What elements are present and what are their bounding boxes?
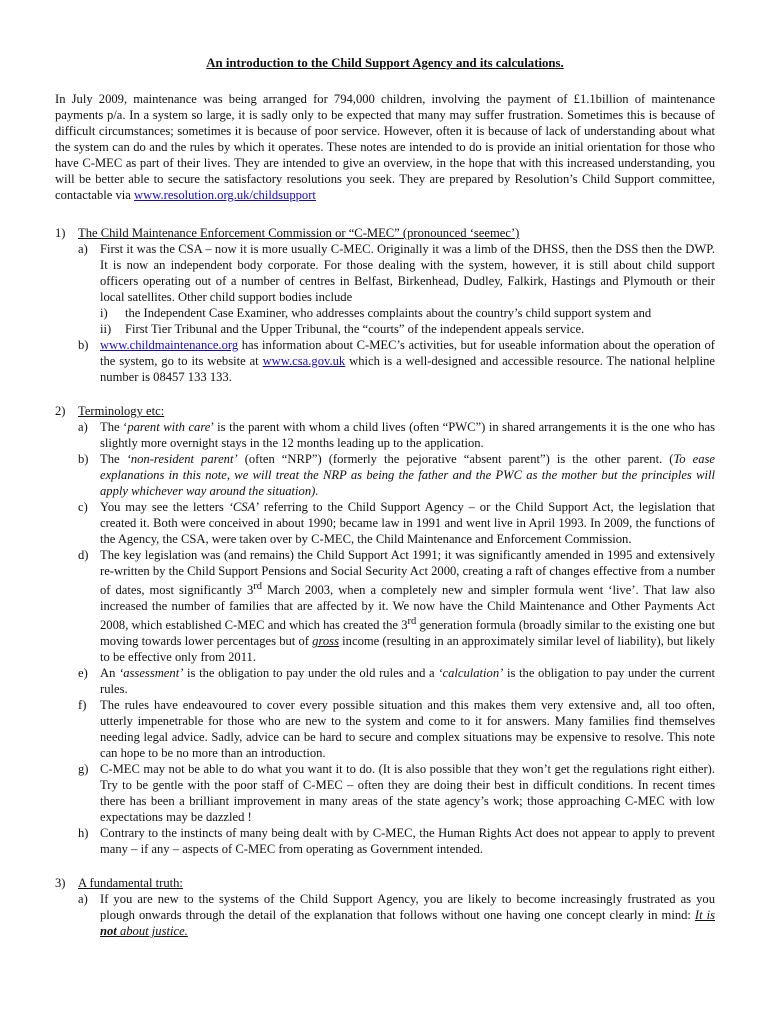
item-label: g): [78, 762, 89, 777]
ordinal-suffix: rd: [407, 616, 417, 628]
item-text: You may see the letters: [100, 500, 229, 514]
item-text: The: [100, 452, 127, 466]
item-emphasis: ‘assessment’: [119, 666, 184, 681]
item-label: b): [78, 338, 89, 352]
item-label: e): [78, 666, 88, 681]
item-emphasis: ‘non-resident parent’: [126, 452, 238, 466]
item-label: a): [78, 892, 88, 907]
sub-item-text: the Independent Case Examiner, who addresses complaints about the country’s child support system and: [125, 306, 652, 320]
section-2: [55, 403, 715, 857]
list-item: [78, 697, 715, 761]
sub-item-label: ii): [100, 322, 112, 336]
item-text: income (resulting in an approximately similar level of liability), but likely to be effective only from 2011.: [100, 634, 716, 665]
item-label: a): [78, 242, 88, 256]
item-text: referring to the Child Support Agency – or the Child Support Act, the legislation that created it. Both were conceived in about 1990; became law in 1991 and went live in April 1993. In 2009, the functions of the Agency, the CSA, were taken over by C-MEC, the Child Maintenance and Enforcement Commission.: [100, 500, 715, 546]
item-label: b): [78, 452, 89, 466]
intro-paragraph: [55, 91, 715, 203]
document-title: An introduction to the Child Support Agency and its calculations.: [206, 56, 564, 70]
item-body: C-MEC may not be able to do what you want it to do. (It is also possible that they won’t get the regulations right either). Try to be gentle with the poor staff of C-MEC – often they are doing their best in difficult conditions. In recent times there has been a brilliant improvement in many areas of the state agency’s work; those approaching C-MEC with low expectations may be dazzled !: [100, 762, 715, 825]
list-item: [78, 419, 715, 451]
sub-item: [100, 305, 715, 321]
item-body: [100, 891, 715, 939]
sub-item-text: First Tier Tribunal and the Upper Tribunal, the “courts” of the independent appeals service.: [125, 322, 585, 336]
item-label: a): [78, 420, 88, 434]
item-text: ’ is the parent with whom a child lives (often “PWC”) in shared arrangements it is the one who has slightly more overnight stays in the 12 months leading up to the application.: [100, 420, 716, 450]
list-item: [78, 547, 715, 665]
item-text: The ‘: [100, 420, 128, 434]
section-1: [55, 225, 715, 385]
childmaintenance-link[interactable]: www.childmaintenance.org: [100, 338, 239, 352]
item-body: [100, 419, 715, 451]
list-item: [78, 665, 715, 697]
csa-link[interactable]: www.csa.gov.uk: [262, 354, 346, 368]
item-label: f): [78, 698, 87, 713]
section-3-heading: [55, 875, 715, 891]
item-label: h): [78, 826, 89, 841]
item-body: [100, 499, 715, 547]
item-body: [100, 337, 715, 385]
list-item: [78, 451, 715, 499]
ordinal-suffix: rd: [253, 581, 262, 592]
item-text: First it was the CSA – now it is more usually C-MEC. Originally it was a limb of the DHSS, then the DSS then the DWP. It is now an independent body corporate. For those dealing with the system, however, it is still about child support officers operating out of a number of centres in Belfast, Birkenhead, Dudley, Falkirk, Hastings and Plymouth or their local satellites. Other child support bodies include: [100, 242, 715, 304]
item-text: (often “NRP”) (formerly the pejorative “absent parent”) is the other parent. (: [237, 452, 674, 466]
sub-item-label: i): [100, 306, 108, 320]
item-emphasis: gross: [312, 634, 339, 649]
item-text: An: [100, 666, 120, 681]
item-text: is the obligation to pay under the old rules and a: [183, 666, 439, 681]
list-item: [78, 825, 715, 857]
section-3: [55, 875, 715, 939]
section-number: 1): [55, 226, 66, 240]
item-emphasis: about justice.: [116, 924, 188, 939]
item-emphasis: To ease explanations in this note, we will treat the NRP as being the father and the PWC as the mother but the principles will apply whichever way around the situation).: [100, 452, 716, 498]
item-body: [100, 547, 715, 665]
item-body: The rules have endeavoured to cover every possible situation and this makes them very extensive and, all too often, utterly impenetrable for those who are new to the system and come to it for answers. Many families find themselves needing legal advice. Sadly, advice can be hard to secure and complex situations may be expensive to resolve. This note can hope to be no more than an introduction.: [100, 698, 715, 761]
item-text: The key legislation was (and remains) the Child Support Act 1991; it was significantly amended in 1995 and extensively re-written by the Child Support Pensions and Social Security Act 2000, creating a raft of changes effective from a number of dates, most significantly 3: [100, 548, 715, 598]
section-number: 2): [55, 404, 66, 418]
list-item: [78, 499, 715, 547]
section-1-heading: [55, 225, 715, 241]
item-emphasis: ‘calculation’: [438, 666, 504, 681]
item-body: [100, 451, 715, 499]
section-number: 3): [55, 876, 66, 891]
document-body: [55, 55, 715, 957]
sub-item: [100, 321, 715, 337]
section-title: A fundamental truth:: [78, 876, 183, 891]
item-emphasis: It is: [694, 908, 715, 923]
item-label: c): [78, 500, 88, 514]
item-body: Contrary to the instincts of many being dealt with by C-MEC, the Human Rights Act does not appear to apply to prevent many – if any – aspects of C-MEC from operating as Government intended.: [100, 826, 715, 857]
item-text: March 2003, when a completely new and simpler formula went ‘live’. That law also increased the number of families that are affected by it. We now have the Child Maintenance and Other Payments Act 2008, which established C-MEC and which has created the 3: [100, 583, 715, 633]
item-body: [100, 241, 715, 337]
list-item: [78, 761, 715, 825]
item-text: which is a well-designed and accessible resource. The national helpline number is 08457 133 133.: [100, 354, 715, 384]
list-item: [78, 337, 715, 385]
list-item: [78, 891, 715, 939]
item-text: If you are new to the systems of the Child Support Agency, you are likely to become increasingly frustrated as you plough onwards through the detail of the explanation that follows without one having one concept clearly in mind:: [100, 892, 715, 923]
list-item: [78, 241, 715, 337]
section-2-heading: [55, 403, 715, 419]
item-emphasis: ‘CSA’: [228, 500, 259, 514]
item-strong-emphasis: not: [100, 924, 117, 939]
intro-text: In July 2009, maintenance was being arranged for 794,000 children, involving the payment of £1.1billion of maintenance payments p/a. In a system so large, it is sadly only to be expected that many may suffer frustration. Sometimes this is because of difficult circumstances; sometimes it is because of poor service. However, often it is because of lack of understanding about what the system can do and the rules by which it operates. These notes are intended to do is provide an initial orientation for those who have C-MEC as part of their lives. They are intended to give an overview, in the hope that with this increased understanding, you will be better able to secure the satisfactory resolutions you seek. They are prepared by Resolution’s Child Support committee, contactable via: [55, 92, 715, 202]
item-label: d): [78, 548, 89, 562]
section-title: Terminology etc:: [78, 404, 165, 418]
resolution-link[interactable]: www.resolution.org.uk/childsupport: [134, 188, 316, 202]
section-title: The Child Maintenance Enforcement Commission or “C-MEC” (pronounced ‘seemec’): [78, 226, 520, 240]
item-body: [100, 665, 715, 697]
item-text: generation formula (broadly similar to the existing one but moving towards lower percentages but of: [100, 618, 715, 649]
item-text: has information about C-MEC’s activities, but for useable information about the operation of the system, go to its website at: [100, 338, 715, 368]
item-text: is the obligation to pay under the current rules.: [100, 666, 715, 697]
item-emphasis: parent with care: [127, 420, 211, 434]
